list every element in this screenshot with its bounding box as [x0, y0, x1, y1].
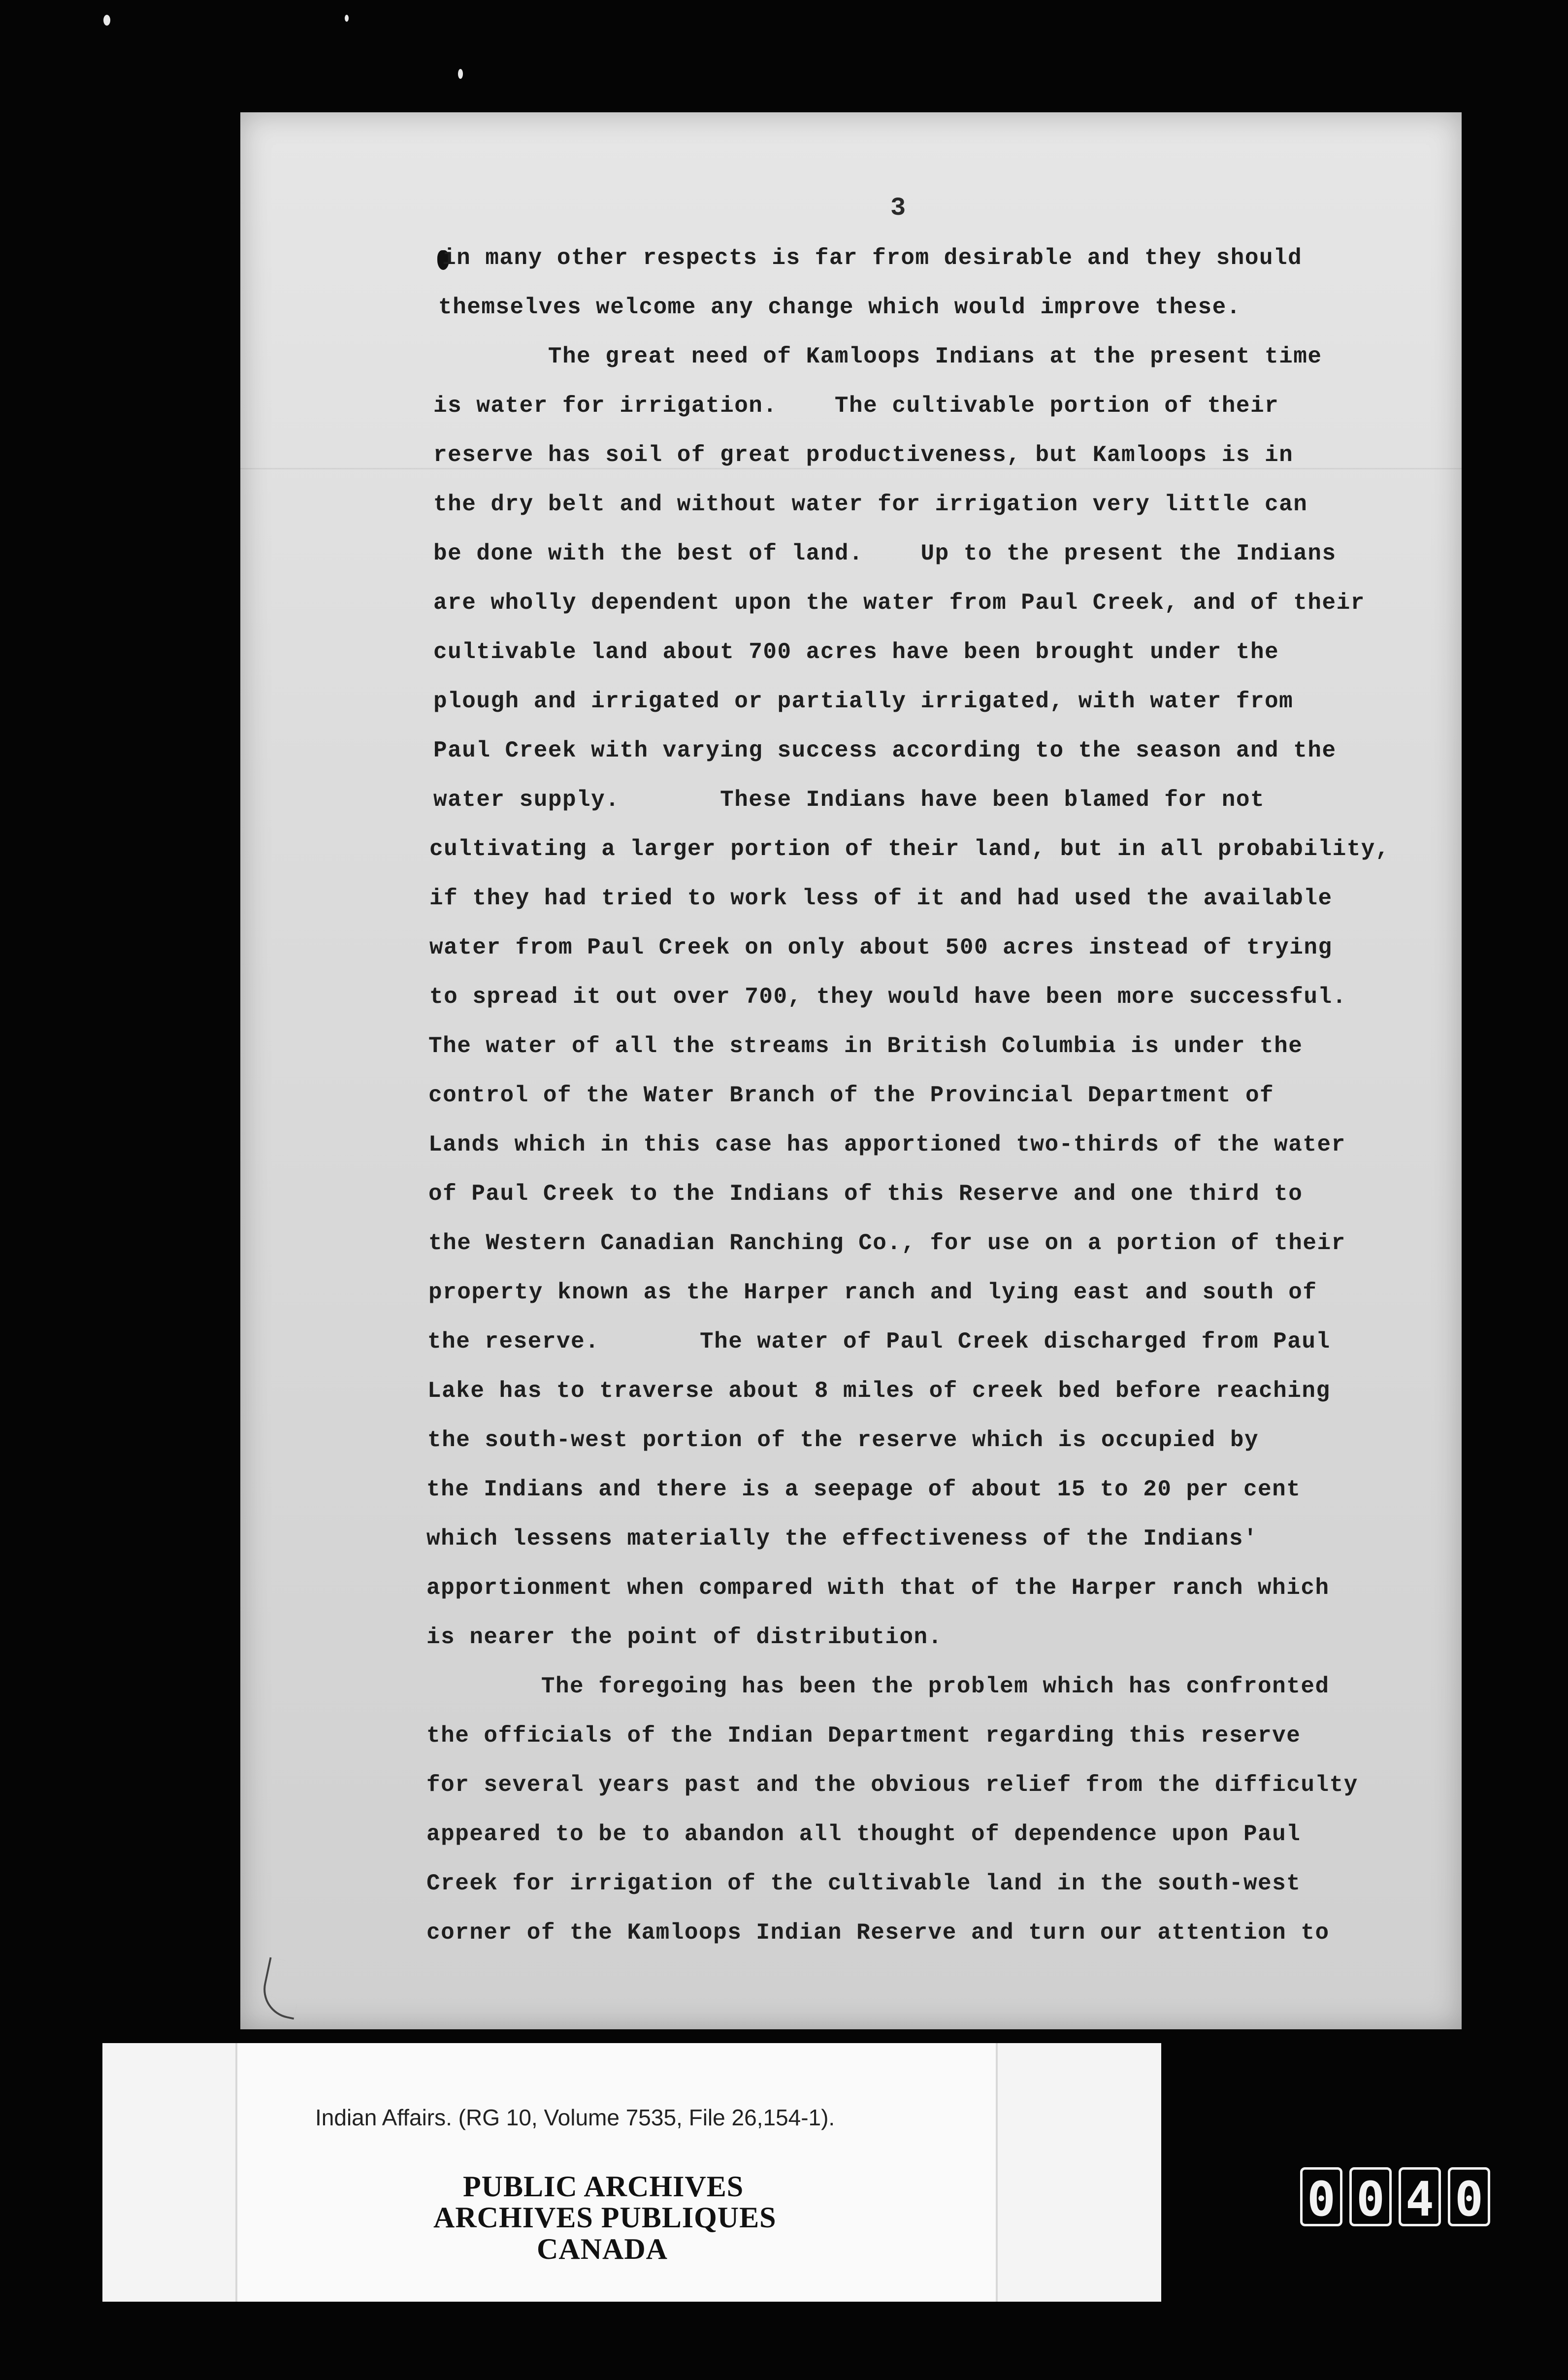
text-line: water supply. These Indians have been blamed for not — [433, 787, 1265, 813]
text-line: cultivating a larger portion of their land, but in all probability, — [429, 836, 1390, 862]
text-line: corner of the Kamloops Indian Reserve and turn our attention to — [426, 1920, 1330, 1946]
film-speck — [345, 15, 349, 22]
text-line: The foregoing has been the problem which has confronted — [426, 1674, 1330, 1699]
frame-digit: 0 — [1448, 2167, 1490, 2226]
text-line: the Western Canadian Ranching Co., for use on a portion of their — [428, 1230, 1346, 1256]
text-line: of Paul Creek to the Indians of this Reserve and one third to — [428, 1181, 1303, 1207]
text-line: property known as the Harper ranch and lying east and south of — [428, 1280, 1317, 1305]
text-line: to spread it out over 700, they would have been more successful. — [429, 984, 1347, 1010]
text-line: apportionment when compared with that of the Harper ranch which — [426, 1575, 1330, 1601]
text-line: be done with the best of land. Up to the present the Indians — [433, 541, 1337, 566]
text-line: reserve has soil of great productiveness, but Kamloops is in — [433, 442, 1294, 468]
text-line: Lake has to traverse about 8 miles of creek bed before reaching — [427, 1378, 1331, 1404]
text-line: the reserve. The water of Paul Creek discharged from Paul — [427, 1329, 1331, 1355]
text-line: plough and irrigated or partially irrigated, with water from — [433, 689, 1294, 714]
text-line: the Indians and there is a seepage of about 15 to 20 per cent — [426, 1477, 1301, 1502]
text-line: is water for irrigation. The cultivable portion of their — [433, 393, 1279, 419]
text-line: the officials of the Indian Department regarding this reserve — [426, 1723, 1301, 1749]
text-line: which lessens materially the effectiveness of the Indians' — [426, 1526, 1258, 1552]
text-line: for several years past and the obvious relief from the difficulty — [426, 1772, 1358, 1798]
frame-counter — [1300, 2167, 1490, 2231]
text-line: the dry belt and without water for irrigation very little can — [433, 492, 1308, 517]
text-line: control of the Water Branch of the Provincial Department of — [428, 1083, 1274, 1108]
text-line: the south-west portion of the reserve which is occupied by — [427, 1427, 1259, 1453]
page-number: 3 — [890, 194, 906, 223]
text-line: if they had tried to work less of it and had used the available — [429, 886, 1333, 911]
text-line: Paul Creek with varying success according to the season and the — [433, 738, 1337, 763]
text-line: Creek for irrigation of the cultivable land in the south-west — [426, 1871, 1301, 1896]
text-line: are wholly dependent upon the water from Paul Creek, and of their — [433, 590, 1365, 616]
text-line: appeared to be to abandon all thought of dependence upon Paul — [426, 1821, 1301, 1847]
archive-country: CANADA — [537, 2233, 668, 2265]
text-line: The great need of Kamloops Indians at the present time — [433, 344, 1322, 369]
film-speck — [103, 15, 110, 26]
archive-name-fr: ARCHIVES PUBLIQUES — [433, 2201, 777, 2234]
frame-digit: 0 — [1349, 2167, 1392, 2226]
text-line: Lands which in this case has apportioned two-thirds of the water — [428, 1132, 1346, 1157]
text-line: is nearer the point of distribution. — [426, 1624, 943, 1650]
archive-reference: Indian Affairs. (RG 10, Volume 7535, File 26,154-1). — [315, 2105, 835, 2130]
film-speck — [458, 69, 463, 79]
text-line: in many other respects is far from desirable and they should — [442, 245, 1303, 271]
archive-name-en: PUBLIC ARCHIVES — [463, 2170, 744, 2203]
text-line: cultivable land about 700 acres have been brought under the — [433, 639, 1279, 665]
text-line: water from Paul Creek on only about 500 acres instead of trying — [429, 935, 1333, 960]
frame-digit: 0 — [1300, 2167, 1342, 2226]
text-line: The water of all the streams in British Columbia is under the — [428, 1033, 1303, 1059]
document-body — [426, 245, 1568, 2068]
text-line: themselves welcome any change which would improve these. — [438, 295, 1241, 320]
frame-digit: 4 — [1399, 2167, 1441, 2226]
